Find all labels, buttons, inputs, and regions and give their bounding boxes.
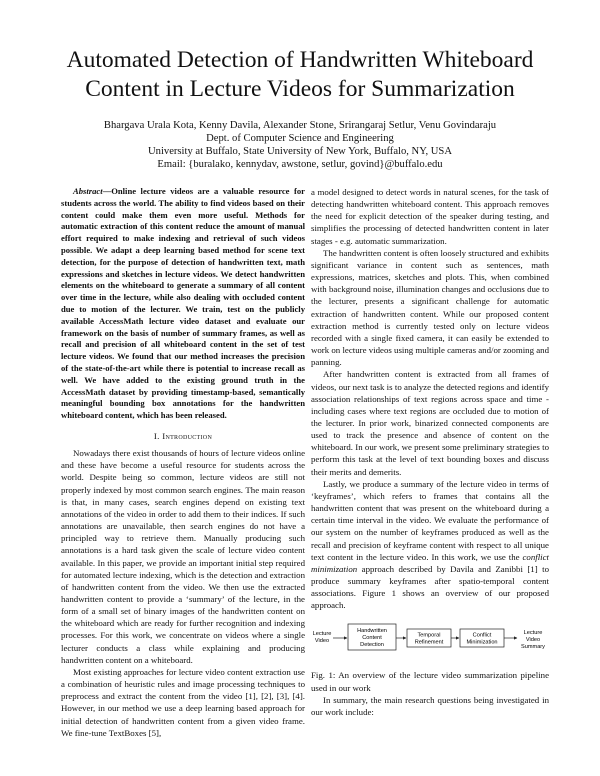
section-heading [61, 430, 305, 442]
section-title: Introduction [162, 430, 213, 441]
output-label-1: Lecture [523, 630, 543, 637]
left-column [61, 186, 305, 739]
output-label-2: Video [525, 637, 541, 644]
right-paragraph-4a: Lastly, we produce a summary of the lecture video in terms of ‘keyframes’, which refers to frames that contains all the handwritten content that was present on the whiteboard during a certain time interval in the video. We evaluate the performance of our system on the number of keyframes produced as well as the recall and precision of keyframe content with respect to all unique text content in the lecture video. In this work, we use the [311, 478, 549, 562]
section-number: I. [153, 430, 160, 441]
email: Email: {buralako, kennydav, awstone, setlur, govind}@buffalo.edu [157, 159, 443, 170]
title-line-2: Content in Lecture Videos for Summarization [85, 76, 515, 102]
right-paragraph-4 [311, 478, 549, 612]
right-paragraph-1: a model designed to detect words in natural scenes, for the task of detecting handwritten whiteboard content. This approach removes the need for explicit detection of the speaker during testing, and simplifies the processing of detected handwritten content in later stages - e.g. automatic summarization. [311, 187, 549, 246]
output-label-3: Summary [521, 644, 545, 651]
box3-line-2: Minimization [466, 639, 498, 646]
box2-line-2: Refinement [414, 639, 444, 646]
box1-line-2: Content [362, 635, 382, 642]
department: Dept. of Computer Science and Engineering [206, 133, 394, 144]
box3-line-1: Conflict [472, 632, 492, 639]
abstract-text: —Online lecture videos are a valuable resource for students across the world. The ability to find videos based on their content could make them even more useful. Methods for automatic extraction of this content reduce the amount of manual effort required to make indexing and retrieval of such videos possible. We adapt a deep learning based method for scene text detection, for the purpose of detection of handwritten text, math expressions and sketches in lecture videos. We detect handwritten elements on the whiteboard to generate a summary of all content over time in the lecture, while also dealing with occluded content due to motion of the lecturer. We train, test on the publicly available AccessMath lecture video dataset and evaluate our framework on the basis of number of summary frames, as well as recall and precision of all whiteboard content in the set of test lecture videos. We found that our method increases the precision of the state-of-the-art while there is potential to increase recall as well. We have added to the existing ground truth in the AccessMath dataset by providing timestamp-based, semantically meaningful bounding box annotations for the handwritten whiteboard content, which has been released. [61, 186, 305, 421]
figure-caption: Fig. 1: An overview of the lecture video summarization pipeline used in our work [311, 670, 549, 693]
right-paragraph-5: In summary, the main research questions being investigated in our work include: [311, 694, 549, 717]
box1-line-3: Detection [360, 642, 384, 649]
pipeline-diagram [311, 621, 549, 665]
author-names: Bhargava Urala Kota, Kenny Davila, Alexander Stone, Srirangaraj Setlur, Venu Govindaraju [103, 120, 497, 131]
intro-paragraph-1: Nowadays there exist thousands of hours of lecture videos online and these have become a useful resource for students across the world. Despite being so common, lecture videos are still not properly indexed by most common search engines. The main reason is that, in many cases, search engines depend on existing text annotations of the video in order to add them to their indices. If such annotations are unavailable, then search engines do not have a principled way to retrieve them. Manually producing such annotations is a hard task given the scale of lecture video content available. In this paper, we provide an important initial step required for automated lecture indexing, which is the detection and extraction of handwritten content from the video. We then use the extracted handwritten content to provide a ‘summary’ of the lecture, in the form of a small set of binary images of the handwritten content on the whiteboard which are ready for further recognition and indexing processes. For this work, we concentrate on videos where a single lecturer conducts a class while explaining and producing handwritten content on a whiteboard. [61, 448, 305, 665]
pipeline-figure [311, 621, 549, 665]
paper-title [40, 46, 560, 104]
abstract-label: Abstract [73, 186, 103, 196]
conflict-minimization-term: conflict minimization [311, 551, 549, 574]
box1-line-1: Handwritten [357, 628, 387, 635]
right-paragraph-3: After handwritten content is extracted from all frames of videos, our next task is to analyze the detected regions and identify association relationships of text regions across space and time - including cases where text regions are occluded due to motion of the lecturer. In prior work, binarized connected components are used to track the presence and absence of content on the whiteboard. In our work, we present some preliminary strategies to perform this task at the level of text bounding boxes and discuss their merits and demerits. [311, 369, 549, 477]
university: University at Buffalo, State University of New York, Buffalo, NY, USA [148, 146, 452, 157]
author-block [40, 119, 560, 171]
title-line-1: Automated Detection of Handwritten Whiteboard [66, 47, 534, 73]
right-column [311, 186, 549, 718]
intro-paragraph-2: Most existing approaches for lecture video content extraction use a combination of heuristic rules and image processing techniques to preprocess and extract the content from the video [1], [2], [3], [4]. However, in our method we use a deep learning based approach for initial detection of handwritten content from a given video frame. We fine-tune TextBoxes [5], [61, 666, 305, 738]
input-label-2: Video [314, 638, 330, 645]
abstract [61, 186, 305, 422]
right-paragraph-4b: approach described by Davila and Zanibbi [1] to produce summary keyframes after spatio-temporal content associations. Figure 1 shows an overview of our proposed approach. [311, 563, 549, 611]
box2-line-1: Temporal [417, 632, 441, 639]
right-paragraph-2: The handwritten content is often loosely structured and exhibits significant variance in content such as sentences, math expressions, matrices, sketches and plots. This, when combined with background noise, illumination changes and occlusions due to the lecturer, presents a significant challenge for automatic extraction of handwritten content. While our proposed content extraction method is currently tested only on lecture videos recorded with a single fixed camera, it can easily be extended to work on lecture videos using multiple cameras and/or zooming and panning. [311, 247, 549, 368]
input-label-1: Lecture [312, 631, 332, 638]
